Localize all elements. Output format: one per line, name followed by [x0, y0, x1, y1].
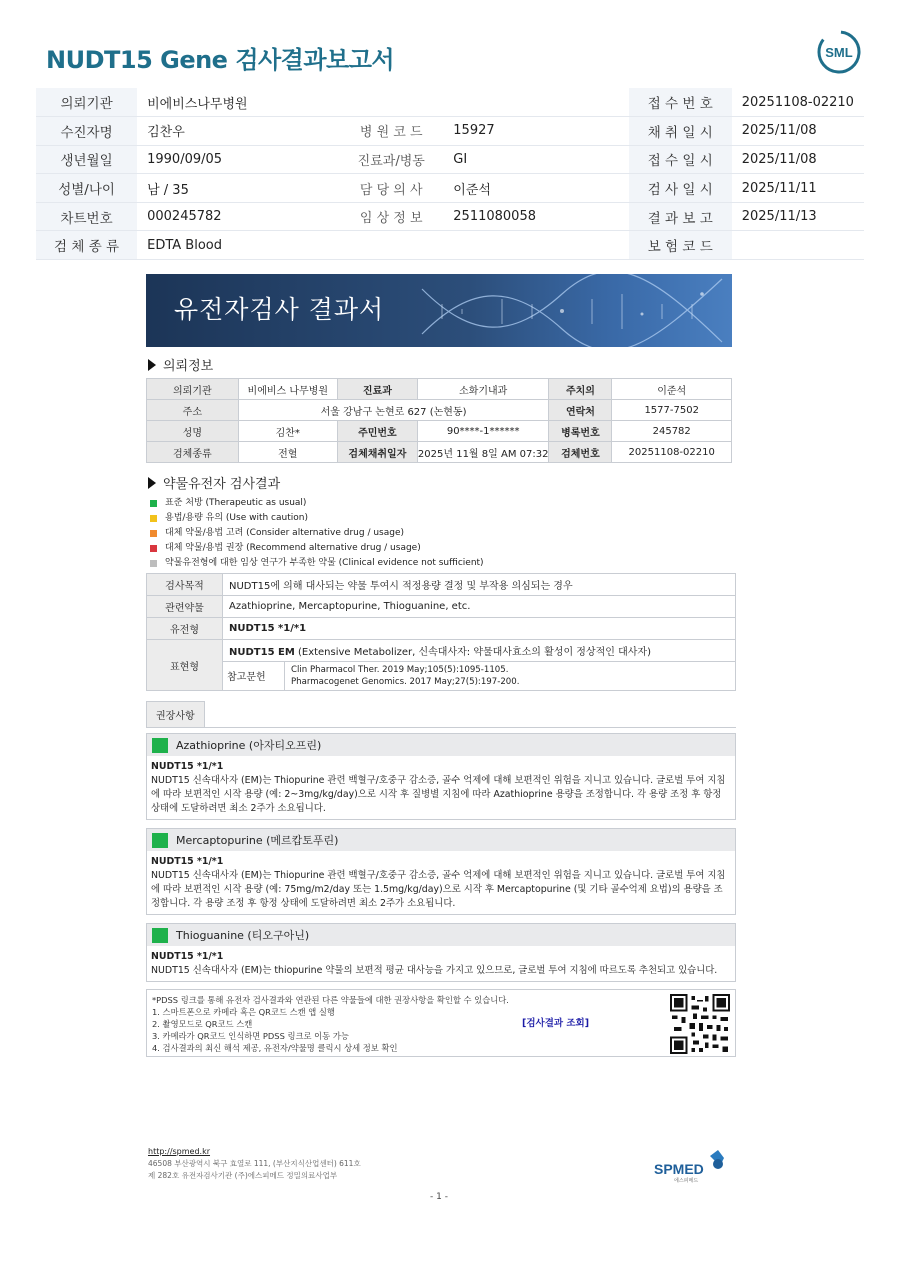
- test-date-value: 2025/11/11: [732, 174, 864, 203]
- banner-title: 유전자검사 결과서: [174, 295, 385, 324]
- pdss-line: 2. 촬영모드로 QR코드 스캔: [152, 1019, 253, 1029]
- specimen-label: 검 체 종 류: [36, 231, 137, 260]
- green-status-icon: [152, 833, 168, 848]
- collect-date-value: 2025/11/08: [732, 117, 864, 146]
- doctor-value: 이준석: [443, 174, 628, 203]
- purpose-value: NUDT15에 의해 대사되는 약물 투여시 적정용량 결정 및 부작용 의심되는 경우: [223, 574, 736, 596]
- collect-date-label: 채 취 일 시: [629, 117, 732, 146]
- drug-name: Mercaptopurine (메르캅토푸린): [176, 834, 339, 847]
- receipt-date-value: 2025/11/08: [732, 145, 864, 174]
- drug-mercaptopurine: [146, 828, 736, 915]
- org-label: 의뢰기관: [147, 379, 239, 400]
- drugs-value: Azathioprine, Mercaptopurine, Thioguanine, etc.: [223, 596, 736, 618]
- genotype-label: 유전형: [147, 618, 223, 640]
- svg-text:SPMED: SPMED: [654, 1161, 704, 1177]
- client-section-heading: [148, 355, 738, 374]
- specimen-value: EDTA Blood: [137, 231, 629, 260]
- phenotype-label: 표현형: [147, 640, 223, 691]
- drugs-label: 관련약물: [147, 596, 223, 618]
- test-date-label: 검 사 일 시: [629, 174, 732, 203]
- doctor-label: 담 당 의 사: [339, 174, 443, 203]
- insurance-label: 보 험 코 드: [629, 231, 732, 260]
- drug-genotype: NUDT15 *1/*1: [151, 951, 224, 962]
- legend-swatch: [150, 500, 157, 507]
- phenotype-value: NUDT15 EM (Extensive Metabolizer, 신속대사자: 약물대사효소의 활성이 정상적인 대사자): [223, 640, 735, 662]
- pdss-info-box: [146, 989, 736, 1057]
- drug-name: Thioguanine (티오구아닌): [176, 929, 310, 942]
- chart-no-label: 차트번호: [36, 202, 137, 231]
- view-results-link[interactable]: [검사결과 조회]: [522, 1018, 590, 1029]
- name-value: 김찬*: [238, 421, 337, 442]
- org-value: 비에비스 나무병원: [238, 379, 337, 400]
- reference-1: Clin Pharmacol Ther. 2019 May;105(5):1095-1105.: [291, 665, 509, 675]
- reference-2: Pharmacogenet Genomics. 2017 May;27(5):197-200.: [291, 677, 520, 687]
- footer-address: 46508 부산광역시 북구 효열로 111, (부산지식산업센터) 611호: [148, 1159, 361, 1168]
- legend-item: 용법/용량 유의 (Use with caution): [150, 511, 738, 526]
- legend-swatch: [150, 560, 157, 567]
- receipt-no-label: 접 수 번 호: [629, 88, 732, 117]
- report-banner: [146, 274, 732, 347]
- rrn-label: 주민번호: [337, 421, 417, 442]
- green-status-icon: [152, 928, 168, 943]
- name-label: 성명: [147, 421, 239, 442]
- drug-thioguanine: [146, 923, 736, 982]
- hospital-code-value: 15927: [443, 117, 628, 146]
- green-status-icon: [152, 738, 168, 753]
- dept-value: GI: [443, 145, 628, 174]
- client-info-table: [146, 378, 732, 463]
- pdss-line: 3. 카메라가 QR코드 인식하면 PDSS 링크로 이동 가능: [152, 1031, 349, 1041]
- footer-registration: 제 282호 유전자검사기관 (주)에스피메드 정밀의료사업부: [148, 1171, 338, 1180]
- client-label: 의뢰기관: [36, 88, 137, 117]
- receipt-no-value: 20251108-02210: [732, 88, 864, 117]
- dna-helix-image: [402, 274, 732, 347]
- legend-swatch: [150, 530, 157, 537]
- dob-value: 1990/09/05: [137, 145, 339, 174]
- clinical-label: 임 상 정 보: [339, 202, 443, 231]
- specno-value: 20251108-02210: [612, 442, 732, 463]
- contact-value: 1577-7502: [612, 400, 732, 421]
- genotype-value: NUDT15 *1/*1: [223, 618, 736, 640]
- rrn-value: 90****-1******: [417, 421, 549, 442]
- ref-label: 참고문헌: [223, 662, 285, 690]
- pdss-line: 1. 스마트폰으로 카메라 혹은 QR코드 스캔 앱 실행: [152, 1007, 335, 1017]
- doctor-label-2: 주치의: [549, 379, 612, 400]
- addr-label: 주소: [147, 400, 239, 421]
- doctor-value-2: 이준석: [612, 379, 732, 400]
- contact-label: 연락처: [549, 400, 612, 421]
- patient-info-grid: [36, 88, 864, 260]
- legend-item: 표준 처방 (Therapeutic as usual): [150, 496, 738, 511]
- dept-label-2: 진료과: [337, 379, 417, 400]
- sex-age-label: 성별/나이: [36, 174, 137, 203]
- patient-value: 김찬우: [137, 117, 339, 146]
- svg-text:에스피메드: 에스피메드: [674, 1178, 699, 1184]
- dob-label: 생년월일: [36, 145, 137, 174]
- dept-label: 진료과/병동: [339, 145, 443, 174]
- qr-code[interactable]: [667, 992, 733, 1056]
- legend-item: 대체 약물/용법 권장 (Recommend alternative drug / usage): [150, 541, 738, 556]
- receipt-date-label: 접 수 일 시: [629, 145, 732, 174]
- report-date-label: 결 과 보 고: [629, 202, 732, 231]
- result-section-heading: [148, 473, 738, 492]
- collect-value: 2025년 11월 8일 AM 07:32: [417, 442, 549, 463]
- footer-url[interactable]: http://spmed.kr: [148, 1147, 211, 1156]
- drug-recommendation: NUDT15 신속대사자 (EM)는 Thiopurine 관련 백혈구/호중구 감소증, 골수 억제에 대해 보편적인 위험을 지니고 있습니다. 글로벌 투여 지침에 따라 보편적인 시작 용량 (예: 2~3mg/kg/day)으로 시작 후 질병별 지침에 따라 Azathioprine 용량을 조정합니다. 각 용량 조정 후 항정 상태에 도달하려면 최소 2주가 소요됩니다.: [151, 775, 726, 814]
- svg-text:SML: SML: [825, 45, 853, 60]
- client-value: 비에비스나무병원: [137, 88, 629, 117]
- spmed-logo: [652, 1148, 732, 1184]
- legend-item: 약물유전형에 대한 임상 연구가 부족한 약물 (Clinical evidence not sufficient): [150, 556, 738, 571]
- client-section-title: 의뢰정보: [163, 359, 214, 374]
- page-title: NUDT15 Gene 검사결과보고서: [46, 46, 395, 74]
- drug-name: Azathioprine (아자티오프린): [176, 739, 322, 752]
- report-date-value: 2025/11/13: [732, 202, 864, 231]
- drug-azathioprine: [146, 733, 736, 820]
- hospital-code-label: 병 원 코 드: [339, 117, 443, 146]
- patient-label: 수진자명: [36, 117, 137, 146]
- reg-label: 병록번호: [549, 421, 612, 442]
- triangle-bullet-icon: [148, 359, 156, 371]
- legend-item: 대체 약물/용법 고려 (Consider alternative drug / usage): [150, 526, 738, 541]
- reg-value: 245782: [612, 421, 732, 442]
- drug-recommendation: NUDT15 신속대사자 (EM)는 Thiopurine 관련 백혈구/호중구 감소증, 골수 억제에 대해 보편적인 위험을 지니고 있습니다. 글로벌 투여 지침에 따라 보편적인 시작 용량 (예: 75mg/m2/day 또는 1.5mg/kg/day)으로 시작 후 Mercaptopurine (및 기타 골수억제 요법)의 용량을 조정합니다. 각 용량 조정 후 항정 상태에 도달하려면 최소 2주가 소요됩니다.: [151, 870, 726, 909]
- insurance-value: [732, 231, 864, 260]
- spec-label: 검체종류: [147, 442, 239, 463]
- legend-swatch: [150, 515, 157, 522]
- specno-label: 검체번호: [549, 442, 612, 463]
- page-number: - 1 -: [430, 1192, 448, 1202]
- result-section-title: 약물유전자 검사결과: [163, 477, 281, 492]
- legend: [150, 496, 738, 571]
- spec-value: 전혈: [238, 442, 337, 463]
- sex-age-value: 남 / 35: [137, 174, 339, 203]
- sml-logo: [817, 30, 861, 74]
- triangle-bullet-icon: [148, 477, 156, 489]
- chart-no-value: 000245782: [137, 202, 339, 231]
- collect-label: 검체채취일자: [337, 442, 417, 463]
- addr-value: 서울 강남구 논현로 627 (논현동): [238, 400, 549, 421]
- dept-value-2: 소화기내과: [417, 379, 549, 400]
- legend-swatch: [150, 545, 157, 552]
- genetic-report: [146, 274, 738, 1057]
- recommendation-tab: 권장사항: [146, 701, 205, 727]
- pdss-line: *PDSS 링크를 통해 유전자 검사결과와 연관된 다른 약물들에 대한 권장사항을 확인할 수 있습니다.: [152, 995, 509, 1005]
- drug-genotype: NUDT15 *1/*1: [151, 761, 224, 772]
- drug-recommendation: NUDT15 신속대사자 (EM)는 thiopurine 약물의 보편적 평균 대사능을 가지고 있으므로, 글로벌 투여 지침에 따르도록 추천되고 있습니다.: [151, 965, 718, 976]
- purpose-label: 검사목적: [147, 574, 223, 596]
- drug-genotype: NUDT15 *1/*1: [151, 856, 224, 867]
- pdss-line: 4. 검사결과의 최신 해석 제공, 유전자/약물명 클릭시 상세 정보 확인: [152, 1043, 398, 1053]
- footer: [148, 1146, 361, 1182]
- clinical-value: 2511080058: [443, 202, 628, 231]
- result-table: [146, 573, 736, 691]
